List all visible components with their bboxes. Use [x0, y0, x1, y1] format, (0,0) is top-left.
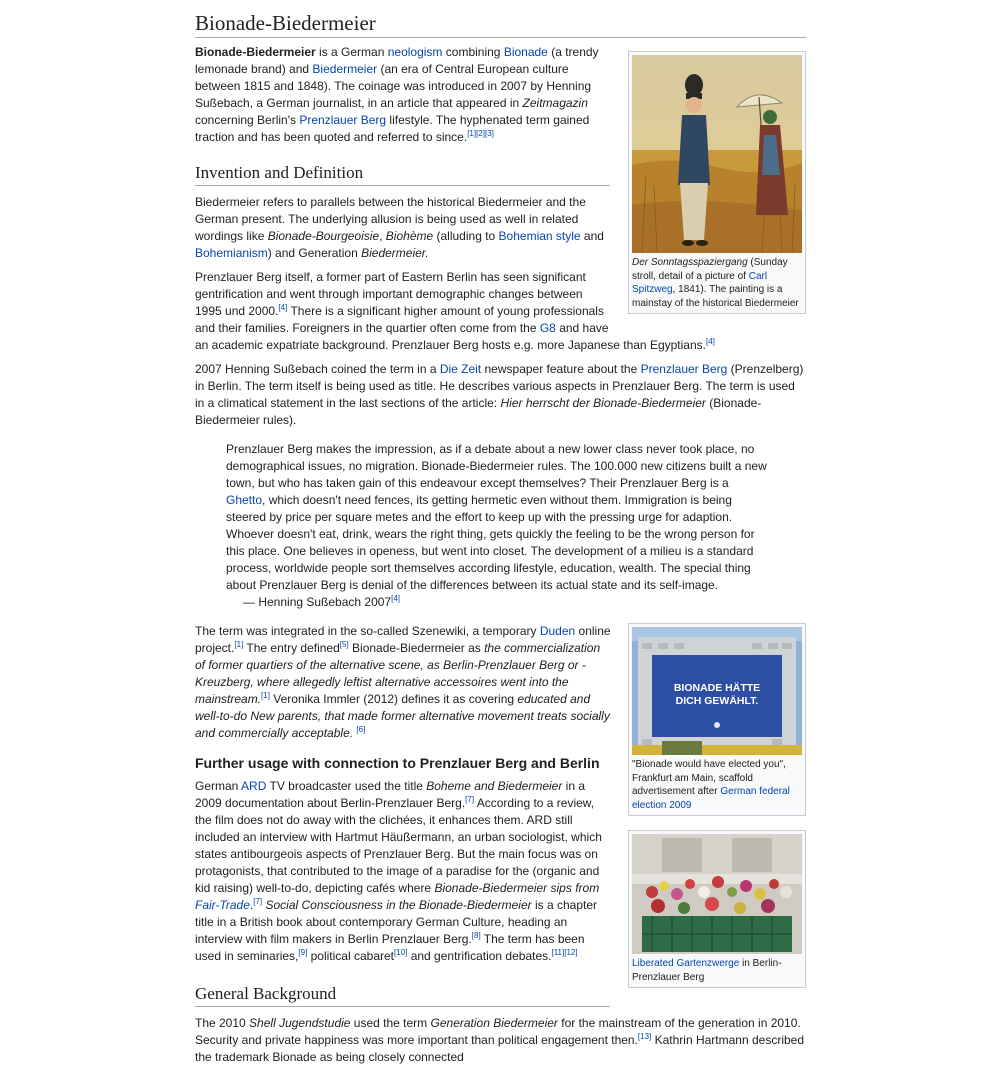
sussebach-quote [226, 441, 768, 611]
bionade-link[interactable]: Bionade [503, 45, 548, 59]
ard-link[interactable]: ARD [241, 779, 267, 793]
intro-refs[interactable]: [1][2][3] [467, 129, 494, 138]
ref-8[interactable]: [8] [471, 931, 481, 940]
ref-4[interactable]: [4] [278, 303, 288, 312]
section1-paragraph-3: 2007 Henning Sußebach coined the term in a Die Zeit newspaper feature about the Prenzlauer Berg (Prenzelberg) in Berlin. The term itself is being used as title. He describes various aspects in Prenzlauer Berg. The term is used in a climatical statement in the last sections of the article: Hier herrscht der Bionade-Biedermeier (Bionade-Biedermeier rules). [195, 362, 804, 427]
figure3-caption: Liberated Gartenzwerge in Berlin-Prenzlauer Berg [632, 958, 782, 983]
quote-text: Prenzlauer Berg makes the impression, as if a debate about a new lower class never took place, no demographical issues, no migration. Bionade-Biedermeier rules. The 100.000 new citizens built a new town, but who has taken gain of this endeavour except themselves? Their Prenzlauer Berg is a Ghetto, which doesn't need fences, its getting hermetic even without them. Immigration is being steered by price per square metes and the effort to keep up with the pressing urge for adaption. Whoever doesn't eat, drink, wears the right thing, gets quickly the feeling to be the wrong person for this place. One believes in openess, but went into closet. The development of a milieu is a standard process, worldwide people sort themselves according lifestyle, education, wealth. The special thing about Prenzlauer Berg is denial of the differences between its actual state and its self-image. [226, 442, 767, 592]
german-federal-election-2009-link[interactable]: German federal election 2009 [632, 786, 790, 811]
duden-link[interactable]: Duden [539, 624, 576, 638]
ref-10[interactable]: [10] [394, 948, 408, 957]
ghetto-link[interactable]: Ghetto [226, 493, 263, 507]
figure2-caption: "Bionade would have elected you", Frankfurt am Main, scaffold advertisement after German federal election 2009 [632, 759, 790, 811]
ref-9[interactable]: [9] [298, 948, 308, 957]
ref-6[interactable]: [6] [356, 725, 366, 734]
article [195, 0, 806, 1073]
section-general-background-heading: General Background [195, 983, 610, 1007]
section1-paragraph-1: Biedermeier refers to parallels between the historical Biedermeier and the German present. The underlying allusion is being used as well in related wordings like Bionade-Bourgeoisie, Biohème (alluding to Bohemian style and Bohemianism) and Generation Biedermeier. [195, 195, 604, 260]
gartenzwerge-link[interactable]: Liberated Gartenzwerge [632, 958, 740, 969]
neologism-link[interactable]: neologism [387, 45, 443, 59]
die-zeit-link[interactable]: Die Zeit [439, 362, 482, 376]
section-further-usage-heading: Further usage with connection to Prenzlauer Berg and Berlin [195, 755, 600, 771]
prenzlauer-berg-link[interactable]: Prenzlauer Berg [299, 113, 387, 127]
bohemianism-link[interactable]: Bohemianism [195, 246, 268, 260]
section-invention-heading: Invention and Definition [195, 162, 610, 186]
billboard-image[interactable] [632, 627, 802, 755]
ref-1[interactable]: [1] [261, 691, 270, 700]
g8-link[interactable]: G8 [539, 321, 556, 335]
section2-paragraph-1: German ARD TV broadcaster used the title Boheme and Biedermeier in a 2009 documentation about Berlin-Prenzlauer Berg.[7] According to a review, the film does not do away with the clichées, it enhances them. ARD still included an interview with Hartmut Häußermann, an urban sociologist, which states antibourgeois aspects of Prenzlauer Berg. But the main focus was on protagonists, that contributed to the image of a paradise for the (organic and kid raising) well-to-do, depicting cafés where Bionade-Biedermeier sips from Fair-Trade.[7] Social Consciousness in the Bionade-Biedermeier is a chapter title in a British book about contemporary German Culture, heading an interview with film makers in Berlin Prenzlauer Berg.[8] The term has been used in seminaries,[9] political cabaret[10] and gentrification debates.[11][12] [195, 779, 602, 963]
biedermeier-link[interactable]: Biedermeier [312, 62, 378, 76]
ref-4[interactable]: [4] [391, 594, 401, 603]
figure-sonntagsspaziergang [628, 51, 806, 314]
intro-paragraph: Bionade-Biedermeier is a German neologism combining Bionade (a trendy lemonade brand) and Biedermeier (an era of Central European culture between 1815 and 1848). The coinage was introduced in 2007 by Henning Sußebach, a German journalist, in an article that appeared in Zeitmagazin concerning Berlin's Prenzlauer Berg lifestyle. The hyphenated term gained traction and has been quoted and referred to since.[1][2][3] [195, 45, 599, 144]
billboard-text-line-2: DICH GEWÄHLT. [675, 695, 759, 707]
section1-paragraph-2: Prenzlauer Berg itself, a former part of Eastern Berlin has seen significant gentrification and went through important demographic changes between 1995 und 2000.[4] There is a significant higher amount of young professionals and their families. Foreigners in the quartier often come from the G8 and have an academic expatriate background. Prenzlauer Berg hosts e.g. more Japanese than Egyptians.[4] [195, 270, 715, 352]
ref-1[interactable]: [1] [234, 640, 244, 649]
gartenzwerge-image[interactable] [632, 834, 802, 954]
page-title: Bionade-Biedermeier [195, 10, 806, 38]
figure1-caption: Der Sonntagsspaziergang (Sunday stroll, detail of a picture of Carl Spitzweg, 1841). The painting is a mainstay of the historical Biedermeier [632, 257, 799, 309]
ref-7[interactable]: [7] [253, 897, 263, 906]
painting-image[interactable] [632, 55, 802, 253]
prenzlauer-berg-link[interactable]: Prenzlauer Berg [640, 362, 728, 376]
ref-11-12[interactable]: [11][12] [551, 948, 578, 957]
section3-paragraph-1: The 2010 Shell Jugendstudie used the term Generation Biedermeier for the mainstream of the generation in 2010. Security and private happiness was more important than political engagement then.[13] Kathrin Hartmann described the trademark Bionade as being closely connected [195, 1016, 805, 1064]
ref-5[interactable]: [5] [339, 640, 349, 649]
quote-citation: — Henning Sußebach 2007[4] [243, 594, 401, 609]
fair-trade-link[interactable]: Fair-Trade [195, 898, 250, 912]
billboard-text-line-1: BIONADE HÄTTE [673, 682, 761, 694]
carl-spitzweg-link[interactable]: Carl Spitzweg [632, 270, 768, 295]
bohemian-style-link[interactable]: Bohemian style [498, 229, 581, 243]
figure-gartenzwerge [628, 830, 806, 988]
figure-bionade-billboard [628, 623, 806, 816]
ref-13[interactable]: [13] [637, 1032, 652, 1041]
ref-7[interactable]: [7] [465, 795, 475, 804]
section1-paragraph-4: The term was integrated in the so-called Szenewiki, a temporary Duden online project.[1] The entry defined[5] Bionade-Biedermeier as the commercialization of former quartiers of the alternative scene, as Berlin-Prenzlauer Berg or -Kreuzberg, where allegedly leftist alternative accessoires went into the mainstream.[1] Veronika Immler (2012) defines it as covering educated and well-to-do New parents, that made former alternative movement treats socially and commercially acceptable. [6] [195, 624, 611, 740]
ref-4[interactable]: [4] [705, 337, 715, 346]
